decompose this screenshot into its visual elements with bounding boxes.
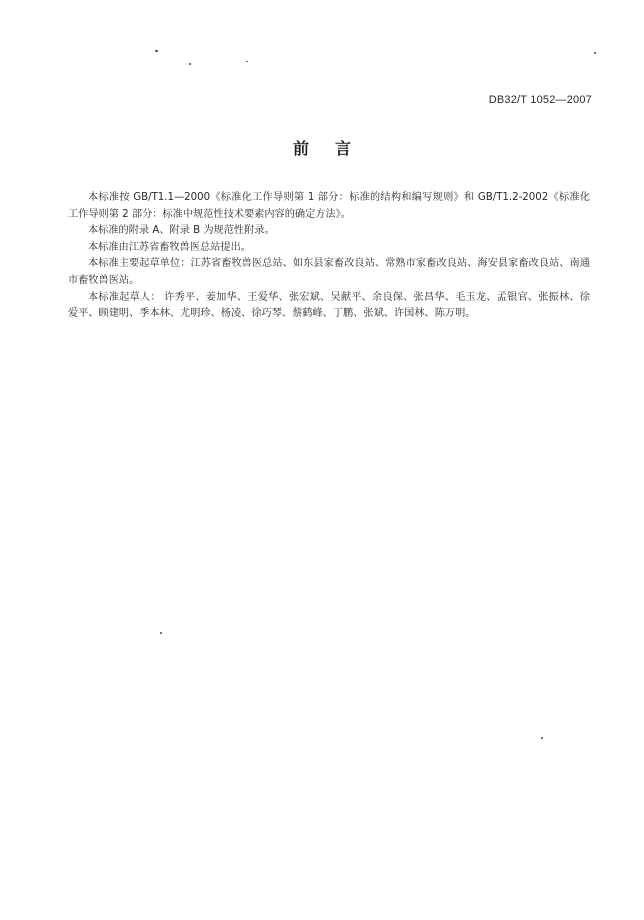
scan-speck [189, 63, 191, 65]
paragraph-drafters: 本标准起草人： 许秀平、姜加华、王爱华、张宏斌、吴献平、余良保、张昌华、毛玉龙、孟银官、张振林、徐爱平、顾建明、季本林、尤明珍、杨凌、徐巧琴、蔡鹤峰、丁鹏、张斌、许国林、陈万明。 [68, 291, 590, 320]
paragraph-basis: 本标准按 GB/T1.1—2000《标准化工作导则第 1 部分：标准的结构和编写规则》和 GB/T1.2-2002《标准化工作导则第 2 部分：标准中规范性技术要素内容的确定方法》。 [68, 192, 590, 220]
scan-speck [246, 61, 248, 62]
page-title: 前言 [292, 139, 377, 158]
paragraph-drafting-units: 本标准主要起草单位：江苏省畜牧兽医总站、如东县家畜改良站、常熟市家畜改良站、海安县家畜改良站、南通市畜牧兽医站。 [68, 258, 590, 286]
scan-speck [541, 737, 543, 739]
foreword-body [68, 190, 590, 323]
scan-speck [594, 52, 596, 54]
standard-number: DB32/T 1052—2007 [488, 94, 592, 106]
scan-speck [155, 50, 158, 52]
paragraph-proposer: 本标准由江苏省畜牧兽医总站提出。 [88, 241, 251, 253]
scan-speck [160, 632, 162, 634]
paragraph-appendix: 本标准的附录 A、附录 B 为规范性附录。 [88, 225, 275, 237]
